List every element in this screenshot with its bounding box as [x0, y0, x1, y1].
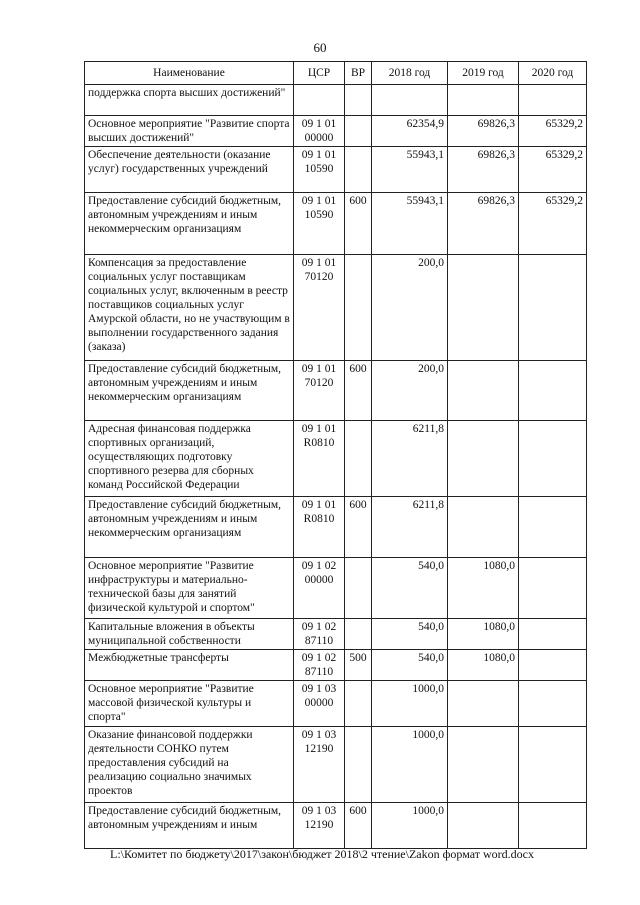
table-row	[85, 421, 587, 497]
table-row	[85, 85, 587, 116]
row-name: Оказание финансовой поддержки деятельности СОНКО путем предоставления субсидий на реализацию социально значимых проектов	[85, 727, 294, 803]
row-vr: 600	[345, 193, 372, 255]
row-vr: 600	[345, 803, 372, 849]
row-name: поддержка спорта высших достижений"	[85, 85, 294, 116]
row-name: Основное мероприятие "Развитие инфраструктуры и материально-технической базы для занятий физической культурой и спортом"	[85, 558, 294, 619]
row-2018: 540,0	[372, 558, 448, 619]
row-name: Предоставление субсидий бюджетным, автономным учреждениям и иным	[85, 803, 294, 849]
row-2019: 1080,0	[448, 650, 519, 681]
header-csr: ЦСР	[294, 62, 345, 85]
row-2018: 55943,1	[372, 193, 448, 255]
header-2020: 2020 год	[519, 62, 587, 85]
row-2018: 6211,8	[372, 421, 448, 497]
row-csr: 09 1 01 10590	[294, 147, 345, 193]
table-row	[85, 803, 587, 849]
row-name: Капитальные вложения в объекты муниципальной собственности	[85, 619, 294, 650]
row-vr: 600	[345, 361, 372, 421]
row-2019	[448, 85, 519, 116]
header-name: Наименование	[85, 62, 294, 85]
row-2019	[448, 803, 519, 849]
row-2018: 6211,8	[372, 497, 448, 558]
row-csr: 09 1 03 12190	[294, 727, 345, 803]
row-2020	[519, 619, 587, 650]
row-2019: 1080,0	[448, 558, 519, 619]
row-name: Основное мероприятие "Развитие массовой физической культуры и спорта"	[85, 681, 294, 727]
row-csr: 09 1 01 10590	[294, 193, 345, 255]
row-2019: 69826,3	[448, 116, 519, 147]
row-vr	[345, 681, 372, 727]
row-vr	[345, 116, 372, 147]
table-row	[85, 497, 587, 558]
row-name: Адресная финансовая поддержка спортивных организаций, осуществляющих подготовку спортивного резерва для сборных команд Российской Федерации	[85, 421, 294, 497]
row-name: Компенсация за предоставление социальных услуг поставщикам социальных услуг, включенным в реестр поставщиков социальных услуг Амурской области, но не участвующим в выполнении государственного задания (заказа)	[85, 255, 294, 361]
row-vr: 600	[345, 497, 372, 558]
row-csr	[294, 85, 345, 116]
row-2018: 1000,0	[372, 803, 448, 849]
table-header-row	[85, 62, 587, 85]
table-row	[85, 650, 587, 681]
row-name: Межбюджетные трансферты	[85, 650, 294, 681]
row-2020	[519, 803, 587, 849]
row-csr: 09 1 03 00000	[294, 681, 345, 727]
table-row	[85, 681, 587, 727]
table-row	[85, 619, 587, 650]
footer-file-path: L:\Комитет по бюджету\2017\закон\бюджет 2018\2 чтение\Zakon формат word.docx	[110, 847, 534, 861]
row-2019	[448, 497, 519, 558]
row-vr	[345, 421, 372, 497]
row-2019	[448, 361, 519, 421]
row-2019: 69826,3	[448, 193, 519, 255]
row-2020	[519, 727, 587, 803]
row-2020	[519, 421, 587, 497]
row-csr: 09 1 02 87110	[294, 619, 345, 650]
row-2018: 62354,9	[372, 116, 448, 147]
row-2018: 200,0	[372, 361, 448, 421]
row-2018: 1000,0	[372, 681, 448, 727]
row-vr	[345, 255, 372, 361]
row-2019: 1080,0	[448, 619, 519, 650]
row-csr: 09 1 01 70120	[294, 255, 345, 361]
table-row	[85, 727, 587, 803]
row-2019	[448, 727, 519, 803]
row-2020	[519, 558, 587, 619]
row-2020: 65329,2	[519, 193, 587, 255]
row-2018: 200,0	[372, 255, 448, 361]
row-vr	[345, 558, 372, 619]
row-vr: 500	[345, 650, 372, 681]
table-row	[85, 558, 587, 619]
table-row	[85, 116, 587, 147]
row-2019: 69826,3	[448, 147, 519, 193]
row-vr	[345, 619, 372, 650]
table-row	[85, 193, 587, 255]
row-vr	[345, 85, 372, 116]
row-2020	[519, 497, 587, 558]
row-csr: 09 1 03 12190	[294, 803, 345, 849]
row-name: Предоставление субсидий бюджетным, автономным учреждениям и иным некоммерческим организациям	[85, 361, 294, 421]
row-name: Предоставление субсидий бюджетным, автономным учреждениям и иным некоммерческим организациям	[85, 497, 294, 558]
row-vr	[345, 727, 372, 803]
row-2020	[519, 681, 587, 727]
row-csr: 09 1 01 00000	[294, 116, 345, 147]
row-csr: 09 1 01 R0810	[294, 497, 345, 558]
row-csr: 09 1 01 70120	[294, 361, 345, 421]
row-vr	[345, 147, 372, 193]
row-2019	[448, 421, 519, 497]
row-2020	[519, 361, 587, 421]
row-csr: 09 1 02 00000	[294, 558, 345, 619]
row-csr: 09 1 02 87110	[294, 650, 345, 681]
page-number: 60	[313, 40, 327, 55]
row-2018: 55943,1	[372, 147, 448, 193]
row-2018: 540,0	[372, 619, 448, 650]
table-row	[85, 361, 587, 421]
row-2020	[519, 85, 587, 116]
row-2020: 65329,2	[519, 116, 587, 147]
row-2018	[372, 85, 448, 116]
row-2020	[519, 255, 587, 361]
row-2019	[448, 681, 519, 727]
header-vr: ВР	[345, 62, 372, 85]
row-2020: 65329,2	[519, 147, 587, 193]
row-name: Основное мероприятие "Развитие спорта высших достижений"	[85, 116, 294, 147]
row-2019	[448, 255, 519, 361]
row-2018: 540,0	[372, 650, 448, 681]
budget-table	[84, 61, 587, 849]
header-2019: 2019 год	[448, 62, 519, 85]
table-row	[85, 255, 587, 361]
row-2020	[519, 650, 587, 681]
row-csr: 09 1 01 R0810	[294, 421, 345, 497]
header-2018: 2018 год	[372, 62, 448, 85]
row-name: Предоставление субсидий бюджетным, автономным учреждениям и иным некоммерческим организациям	[85, 193, 294, 255]
table-row	[85, 147, 587, 193]
row-name: Обеспечение деятельности (оказание услуг) государственных учреждений	[85, 147, 294, 193]
row-2018: 1000,0	[372, 727, 448, 803]
